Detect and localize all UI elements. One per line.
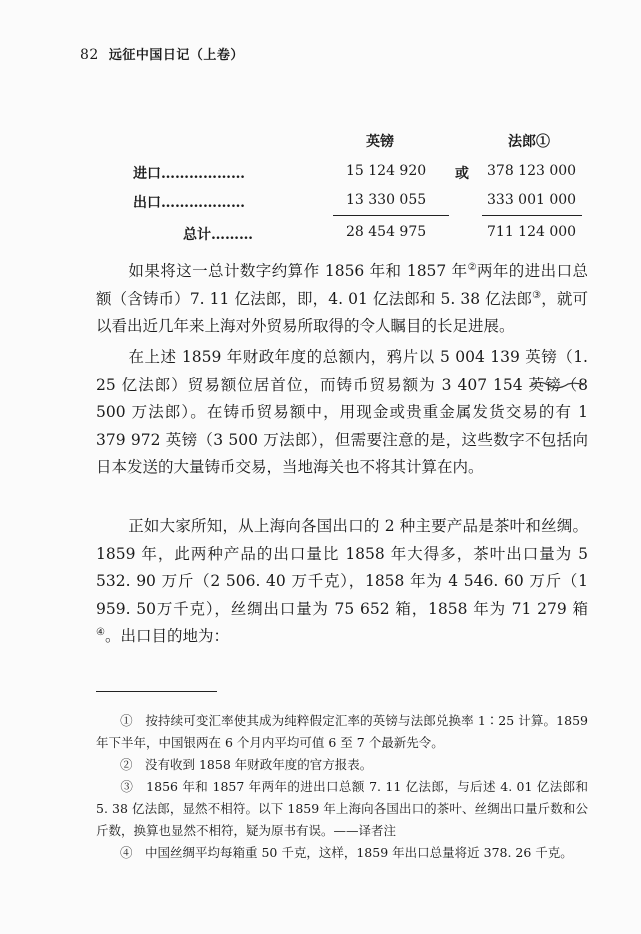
paragraph-3: 正如大家所知，从上海向各国出口的 2 种主要产品是茶叶和丝绸。1859 年，此两种产品的出口量比 1858 年大得多，茶叶出口量为 5 532. 90 万斤（2 506. 40 万千克），1858 年为 4 546. 60 万斤（1 959. 50万千克），丝绸出口量为 75 652 箱，1858 年为 71 279 箱④。出口目的地为：	[96, 517, 588, 646]
export-pounds: 13 330 055	[346, 192, 427, 208]
sum-rule-pounds	[333, 215, 449, 216]
paragraph-2: 在上述 1859 年财政年度的总额内，鸦片以 5 004 139 英镑（1. 25 亿法郎）贸易额位居首位，而铸币贸易额为 3 407 154 英镑（8 500 万法郎）。在铸币贸易额中，用现金或贵重金属发货交易的有 1 379 972 英镑（3 500 万法郎），但需要注意的是，这些数字不包括向日本发送的大量铸币交易，当地海关也不将其计算在内。	[96, 348, 588, 477]
footnote-3: ③ 1856 年和 1857 年两年的进出口总额 7. 11 亿法郎，与后述 4. 01 亿法郎和 5. 38 亿法郎，显然不相符。以下 1859 年上海向各国出口的茶叶、丝绸出口量斤数和公斤数，换算也显然不相符，疑为原书有误。——译者注	[96, 779, 588, 838]
row-label-total: 总计………	[183, 227, 253, 243]
export-francs: 333 001 000	[487, 192, 577, 208]
footnote-4: ④ 中国丝绸平均每箱重 50 千克，这样，1859 年出口总量将近 378. 26 千克。	[120, 845, 573, 860]
row-label-import: 进口………………	[133, 166, 245, 182]
footnote-ref-4: ④	[96, 627, 105, 639]
paragraph-1: 如果将这一总计数字约算作 1856 年和 1857 年②两年的进出口总额（含铸币）7. 11 亿法郎，即，4. 01 亿法郎和 5. 38 亿法郎③，就可以看出近几年来上海对外贸易所取得的令人瞩目的长足进展。	[96, 261, 588, 336]
book-title: 远征中国日记（上卷）	[108, 48, 244, 63]
col-header-francs: 法郎①	[508, 134, 550, 150]
handwritten-underline-mark	[528, 376, 586, 392]
trade-table	[0, 0, 641, 260]
footnote-1: ① 按持续可变汇率使其成为纯粹假定汇率的英镑与法郎兑换率 1∶25 计算。1859 年下半年，中国银两在 6 个月内平均可值 6 至 7 个最新先令。	[96, 713, 588, 750]
sum-rule-francs	[482, 215, 582, 216]
footnote-ref-2: ②	[467, 261, 477, 273]
footnote-2: ② 没有收到 1858 年财政年度的官方报表。	[120, 757, 373, 772]
total-pounds: 28 454 975	[346, 224, 427, 240]
import-francs: 378 123 000	[487, 163, 577, 179]
connector-or: 或	[455, 166, 469, 182]
row-label-export: 出口………………	[133, 195, 245, 211]
import-pounds: 15 124 920	[346, 163, 427, 179]
total-francs: 711 124 000	[487, 224, 577, 240]
col-header-pounds: 英镑	[366, 134, 394, 150]
footnote-ref-3: ③	[532, 289, 542, 301]
footnote-separator	[96, 691, 217, 692]
page-number: 82	[80, 47, 99, 63]
